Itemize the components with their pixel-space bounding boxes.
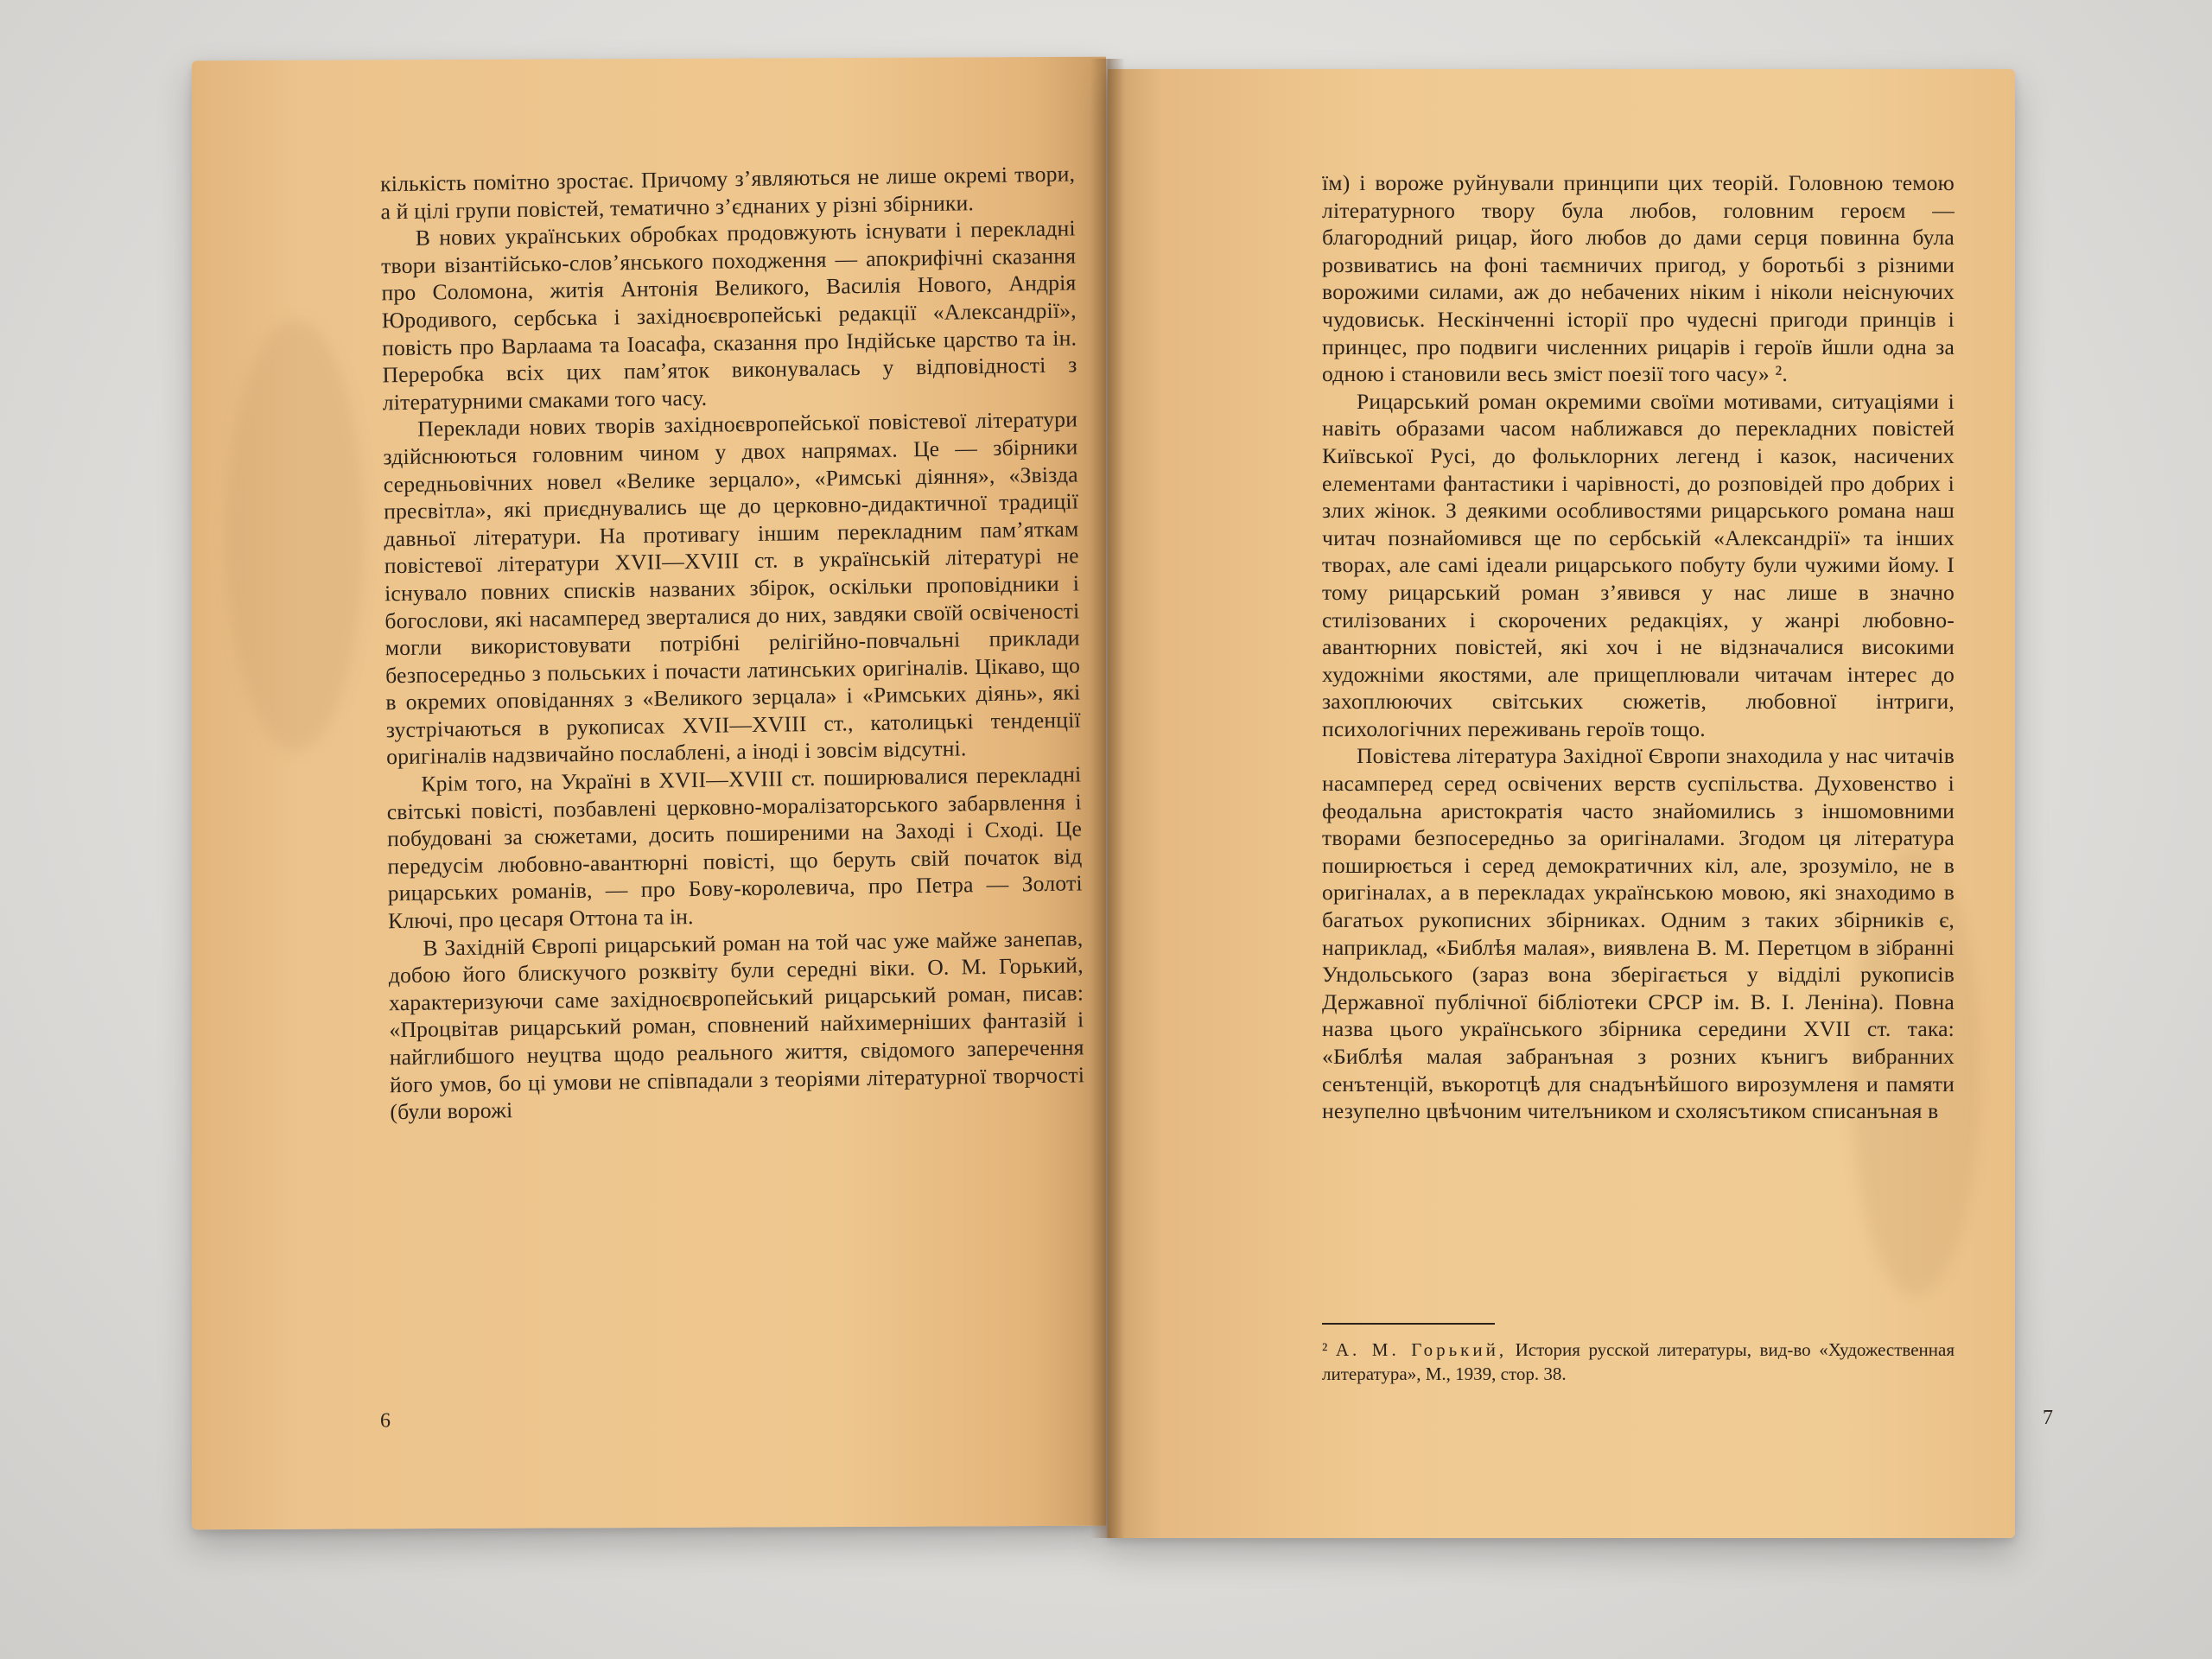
footnote-rule bbox=[1322, 1323, 1495, 1325]
right-page bbox=[1108, 69, 2053, 1538]
paragraph: Переклади нових творів західноєвропейської повістевої літератури здійснюються головним чином у двох напрямах. Це — збірники середньовічних новел «Велике зерцало», «Римські діяння», «Звізда пресвітла», які приєднувались ще до церковно-дидактичної традиції давньої літератури. На противагу іншим перекладним пам’яткам повістевої літератури XVII—XVIII ст. в українській літературі не існувало повних списків названих збірок, оскільки проповідники і богослови, які насамперед зверталися до них, завдяки своїй освіченості могли використовувати потрібні релігійно-повчальні приклади безпосередньо з польських і почасти латинських оригіналів. Цікаво, що в окремих оповіданнях з «Великого зерцала» і «Римських діянь», які зустрічаються в рукописах XVII—XVIII ст., католицькі тенденції оригіналів надзвичайно послаблені, а іноді і зовсім відсутні. bbox=[383, 406, 1081, 770]
paragraph: їм) і вороже руйнували принципи цих теорій. Головною темою літературного твору була любов, головним героєм — благородний рицар, його любов до дами серця повинна була розвиватись на фоні таємничих пригод, у боротьбі з різними ворожими силами, аж до небачених ніким і ніколи неіснуючих чудовиськ. Нескінченні історії про чудесні пригоди принців і принцес, про подвиги численних рицарів і героїв йшли одна за одною і становили весь зміст поезії того часу» ². bbox=[1322, 170, 1955, 387]
footnote-citation: История русской литературы, вид-во «Художественная литература», М., 1939, стор. 38. bbox=[1322, 1339, 1955, 1384]
paragraph: В Західній Європі рицарський роман на той час уже майже занепав, добою його блискучого розквіту були середні віки. О. М. Горький, характеризуючи саме західноєвропейський рицарський роман, писав: «Процвітав рицарський роман, сповнений найхимерніших фантазій і найглибшого неуцтва щодо реального життя, свідомого заперечення його умов, бо ці умови не співпадали з теоріями літературної творчості (були ворожі bbox=[388, 925, 1085, 1125]
paragraph: Рицарський роман окремими своїми мотивами, ситуаціями і навіть образами часом наближався до перекладних повістей Київської Русі, до фольклорних легенд і казок, насичених елементами фантастики і чарівності, до розповідей про добрих і злих жінок. З деякими особливостями рицарського романа наш читач познайомився ще по сербській «Александрії» та інших творах, але самі ідеали рицарського побуту були чужими йому. І тому рицарський роман з’явився у нас лише в значно стилізованих і скорочених редакціях, у жанрі любовно-авантюрних повістей, які хоч і не відзначалися високими художніми якостями, але прищеплювали читачам інтерес до захоплюючих світських сюжетів, любовної інтриги, психологічних переживань героїв тощо. bbox=[1322, 388, 1955, 741]
paper-stain bbox=[226, 319, 365, 752]
paragraph: Крім того, на Україні в XVII—XVIII ст. поширювалися перекладні світські повісті, позбавлені церковно-моралізаторського забарвлення і побудовані за сюжетами, досить поширеними на Заході і Сході. Це передусім любовно-авантюрні повісті, що беруть свій початок від рицарських романів, — про Бову-королевича, про Петра — Золоті Ключі, про цесаря Оттона та ін. bbox=[386, 761, 1083, 934]
paragraph: Повістева література Західної Європи знаходила у нас читачів насамперед серед освічених верств суспільства. Духовенство і феодальна аристократія часто знайомились з іншомовними творами безпосередньо за оригіналами. Згодом ця література поширюється і серед демократичних кіл, але, зрозуміло, не в оригіналах, а в перекладах українською мовою, які знаходимо в багатьох рукописних збірниках. Одним з таких збірників є, наприклад, «Библѣя малая», виявлена В. М. Перетцом в зібранні Ундольського (зараз вона зберігається у відділі рукописів Державної публічної бібліотеки СРСР ім. В. І. Леніна). Повна назва цього українського збірника середини XVII ст. така: «Библѣя малая забранъная з розних кънигъ вибранних сенътенцій, въкоротцѣ для снадънѣйшого вирозумленя и памяти незупелно цвѣчоним чителъником и схолясътиком списанъная в bbox=[1322, 743, 1955, 1124]
footnote-mark: ² bbox=[1322, 1339, 1328, 1360]
open-book bbox=[192, 59, 2053, 1595]
paragraph: кількість помітно зростає. Причому з’являються не лише окремі твори, а й цілі групи повістей, тематично з’єднаних у різні збірники. bbox=[380, 161, 1076, 224]
left-page bbox=[192, 57, 1106, 1530]
right-page-text bbox=[1322, 169, 1955, 1125]
footnote-author: А. М. Горький, bbox=[1335, 1339, 1508, 1360]
left-page-text bbox=[380, 160, 1085, 1126]
page-number: 6 bbox=[380, 1409, 391, 1433]
footnote bbox=[1322, 1338, 1955, 1386]
paragraph: В нових українських обробках продовжують існувати і перекладні твори візантійсько-слов’янського походження — апокрифічні сказання про Соломона, житія Антонія Великого, Василія Нового, Андрія Юродивого, сербська і західноєвропейські редакції «Александрії», повість про Варлаама та Іоасафа, сказання про Індійське царство та ін. Переробка всіх цих пам’яток виконувалась у відповідності з літературними смаками того часу. bbox=[381, 215, 1077, 416]
page-number: 7 bbox=[2043, 1407, 2053, 1429]
